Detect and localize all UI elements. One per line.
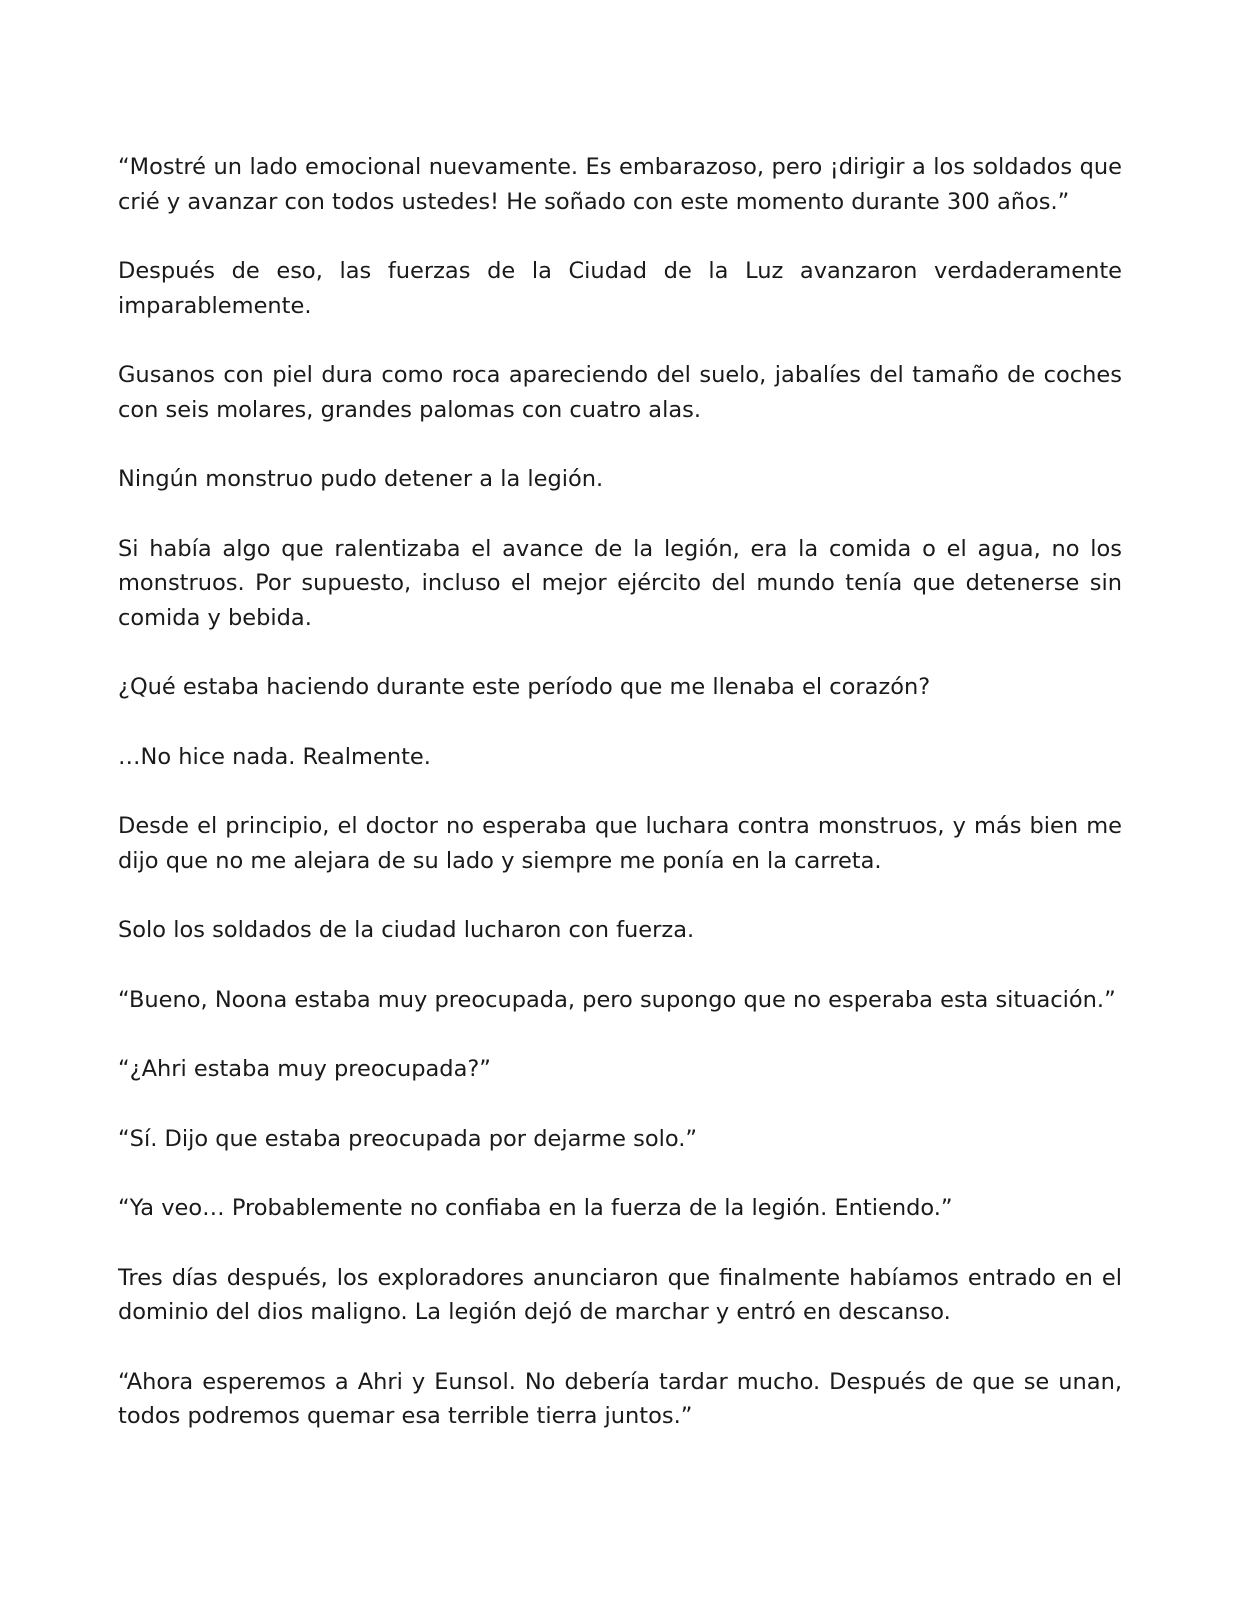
paragraph: “¿Ahri estaba muy preocupada?”	[118, 1056, 491, 1082]
paragraph: “Ahora esperemos a Ahri y Eunsol. No debería tardar mucho. Después de que se unan, todos podremos quemar esa terrible tierra juntos.”	[118, 1368, 1122, 1429]
paragraph: “Mostré un lado emocional nuevamente. Es embarazoso, pero ¡dirigir a los soldados que crié y avanzar con todos ustedes! He soñado con este momento durante 300 años.”	[118, 154, 1122, 215]
paragraph: “Bueno, Noona estaba muy preocupada, pero supongo que no esperaba esta situación.”	[118, 986, 1116, 1013]
paragraph: …No hice nada. Realmente.	[118, 743, 431, 770]
paragraph: Si había algo que ralentizaba el avance de la legión, era la comida o el agua, no los monstruos. Por supuesto, incluso el mejor ejército del mundo tenía que detenerse sin comida y bebida.	[118, 535, 1122, 631]
paragraph: “Ya veo… Probablemente no confiaba en la fuerza de la legión. Entiendo.”	[118, 1195, 953, 1221]
paragraph: Solo los soldados de la ciudad lucharon con fuerza.	[118, 917, 695, 943]
paragraph: “Sí. Dijo que estaba preocupada por dejarme solo.”	[118, 1125, 698, 1152]
document-page	[118, 150, 1122, 1434]
paragraph: Ningún monstruo pudo detener a la legión.	[118, 466, 604, 492]
paragraph: Después de eso, las fuerzas de la Ciudad de la Luz avanzaron verdaderamente imparablemente.	[118, 258, 1122, 319]
paragraph: Tres días después, los exploradores anunciaron que finalmente habíamos entrado en el dominio del dios maligno. La legión dejó de marchar y entró en descanso.	[118, 1264, 1122, 1325]
paragraph: ¿Qué estaba haciendo durante este período que me llenaba el corazón?	[118, 674, 931, 700]
paragraph: Desde el principio, el doctor no esperaba que luchara contra monstruos, y más bien me dijo que no me alejara de su lado y siempre me ponía en la carreta.	[118, 813, 1122, 874]
paragraph: Gusanos con piel dura como roca apareciendo del suelo, jabalíes del tamaño de coches con seis molares, grandes palomas con cuatro alas.	[118, 362, 1122, 423]
